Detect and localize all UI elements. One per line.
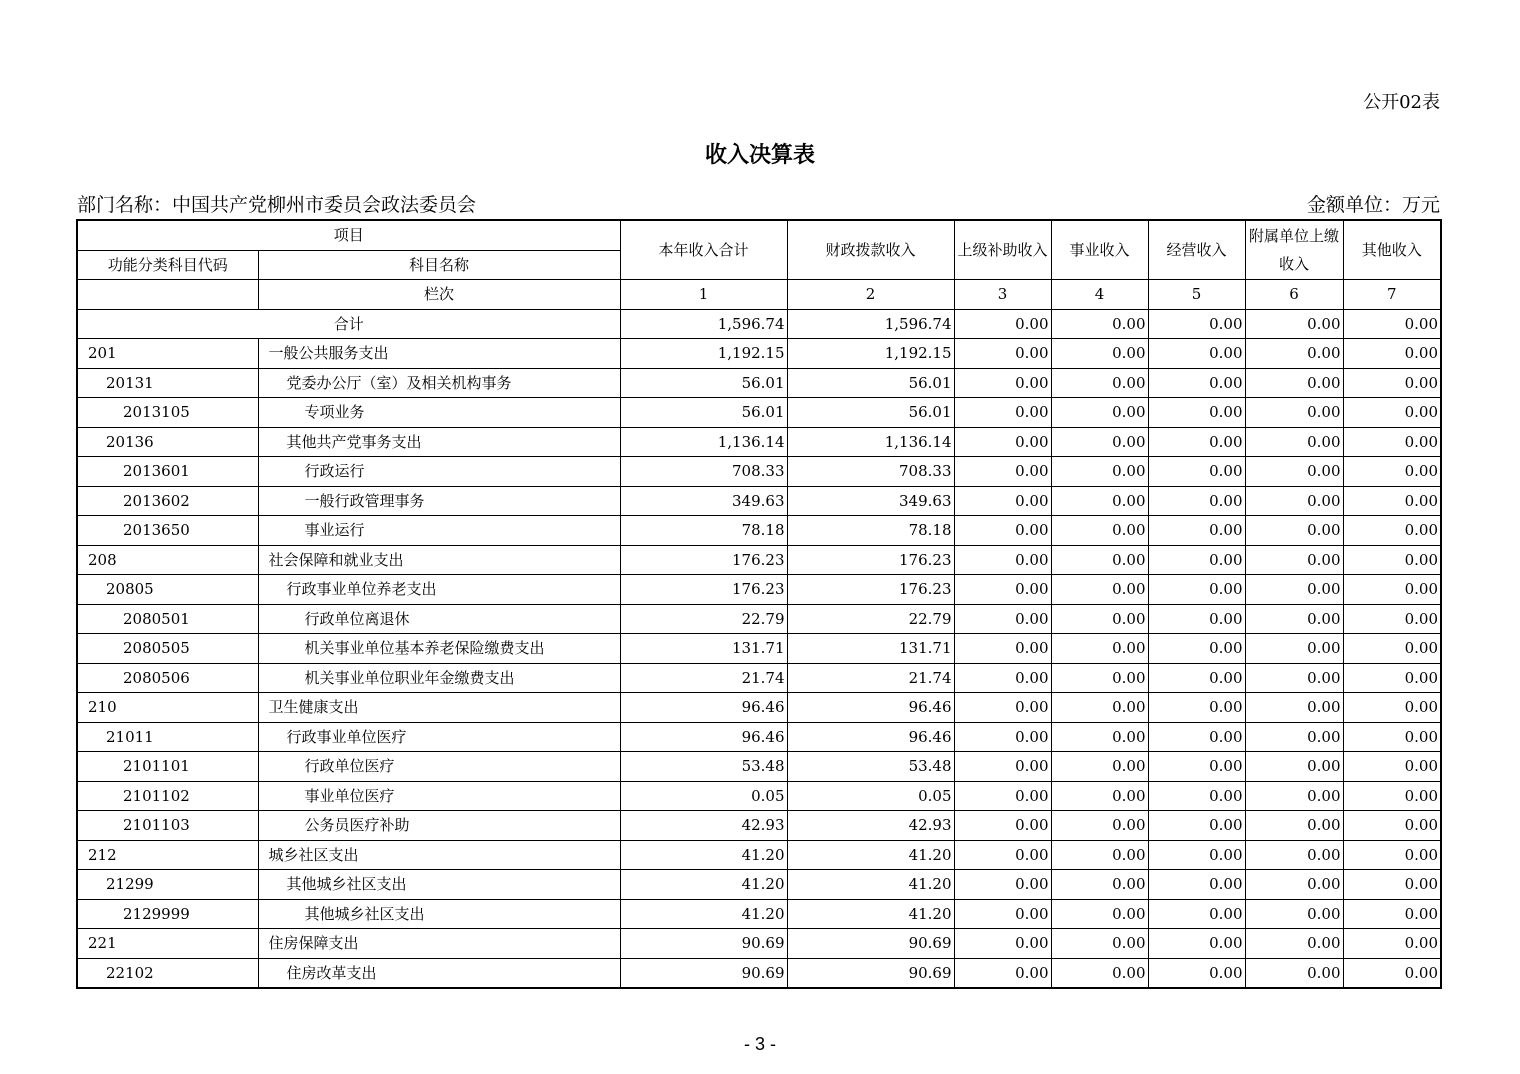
row-name: 行政单位离退休	[258, 604, 620, 634]
row-code: 2013650	[77, 516, 258, 546]
column-number: 2	[787, 280, 954, 310]
row-value: 0.00	[1148, 486, 1245, 516]
row-value: 42.93	[787, 811, 954, 841]
row-value: 42.93	[620, 811, 787, 841]
header-col-2: 财政拨款收入	[787, 220, 954, 280]
row-value: 0.00	[954, 929, 1051, 959]
row-value: 0.00	[954, 575, 1051, 605]
row-value: 96.46	[620, 722, 787, 752]
row-value: 0.00	[1245, 486, 1343, 516]
row-value: 53.48	[620, 752, 787, 782]
row-value: 0.00	[1148, 398, 1245, 428]
row-value: 0.00	[1148, 575, 1245, 605]
row-name: 卫生健康支出	[258, 693, 620, 723]
row-value: 0.00	[954, 486, 1051, 516]
row-value: 90.69	[787, 958, 954, 988]
row-name: 城乡社区支出	[258, 840, 620, 870]
column-number: 6	[1245, 280, 1343, 310]
row-value: 0.00	[1148, 929, 1245, 959]
row-value: 0.00	[1051, 929, 1148, 959]
row-value: 0.00	[1051, 339, 1148, 369]
row-value: 0.00	[1148, 604, 1245, 634]
header-project: 项目	[77, 220, 620, 250]
row-value: 0.00	[1148, 752, 1245, 782]
row-value: 90.69	[787, 929, 954, 959]
table-row	[77, 545, 1441, 575]
row-value: 21.74	[620, 663, 787, 693]
row-value: 0.00	[1148, 427, 1245, 457]
header-blank	[77, 280, 258, 310]
row-value: 0.00	[1343, 752, 1441, 782]
row-value: 0.00	[1051, 427, 1148, 457]
row-code: 21011	[77, 722, 258, 752]
row-name: 其他城乡社区支出	[258, 899, 620, 929]
row-value: 0.00	[1245, 899, 1343, 929]
row-value: 0.00	[1051, 811, 1148, 841]
row-value: 176.23	[787, 545, 954, 575]
row-value: 0.00	[1148, 811, 1245, 841]
row-value: 0.00	[1343, 663, 1441, 693]
table-row	[77, 427, 1441, 457]
row-value: 0.00	[1148, 634, 1245, 664]
row-value: 0.00	[1245, 427, 1343, 457]
row-code: 2101101	[77, 752, 258, 782]
form-number: 公开02表	[1363, 92, 1440, 113]
row-value: 1,192.15	[787, 339, 954, 369]
row-value: 41.20	[787, 899, 954, 929]
row-value: 131.71	[620, 634, 787, 664]
row-value: 0.00	[1245, 398, 1343, 428]
row-value: 0.00	[1245, 722, 1343, 752]
row-code: 22102	[77, 958, 258, 988]
row-value: 0.00	[954, 457, 1051, 487]
table-row	[77, 663, 1441, 693]
row-value: 0.00	[1051, 545, 1148, 575]
row-value: 0.00	[1343, 811, 1441, 841]
row-value: 0.00	[1343, 781, 1441, 811]
row-value: 0.00	[954, 634, 1051, 664]
header-col-4: 事业收入	[1051, 220, 1148, 280]
row-value: 0.00	[1245, 545, 1343, 575]
row-name: 其他共产党事务支出	[258, 427, 620, 457]
row-value: 0.00	[1051, 781, 1148, 811]
row-value: 56.01	[620, 368, 787, 398]
table-body	[77, 339, 1441, 989]
total-value: 1,596.74	[787, 309, 954, 339]
table-row	[77, 929, 1441, 959]
row-code: 201	[77, 339, 258, 369]
row-value: 0.00	[1343, 486, 1441, 516]
row-value: 0.00	[1148, 516, 1245, 546]
row-value: 0.00	[1051, 486, 1148, 516]
table-row	[77, 811, 1441, 841]
row-value: 131.71	[787, 634, 954, 664]
table-row	[77, 781, 1441, 811]
row-value: 0.00	[1051, 899, 1148, 929]
row-code: 2080501	[77, 604, 258, 634]
table-row	[77, 604, 1441, 634]
row-value: 78.18	[787, 516, 954, 546]
row-value: 0.00	[1245, 604, 1343, 634]
row-name: 住房保障支出	[258, 929, 620, 959]
row-code: 20136	[77, 427, 258, 457]
row-value: 0.00	[1051, 840, 1148, 870]
row-value: 0.00	[1051, 516, 1148, 546]
row-value: 0.00	[1245, 634, 1343, 664]
row-value: 0.00	[1343, 545, 1441, 575]
row-value: 0.00	[1148, 870, 1245, 900]
row-value: 0.00	[954, 604, 1051, 634]
row-value: 176.23	[620, 545, 787, 575]
row-value: 0.00	[1051, 870, 1148, 900]
row-value: 96.46	[787, 693, 954, 723]
row-value: 0.00	[1051, 958, 1148, 988]
row-value: 0.00	[1051, 634, 1148, 664]
row-value: 0.00	[1245, 929, 1343, 959]
row-code: 2013105	[77, 398, 258, 428]
row-code: 2013601	[77, 457, 258, 487]
row-value: 349.63	[620, 486, 787, 516]
table-row	[77, 899, 1441, 929]
row-value: 0.00	[1148, 339, 1245, 369]
row-code: 21299	[77, 870, 258, 900]
header-col-5: 经营收入	[1148, 220, 1245, 280]
row-value: 0.00	[954, 545, 1051, 575]
row-name: 行政事业单位养老支出	[258, 575, 620, 605]
row-value: 0.00	[1245, 870, 1343, 900]
row-value: 0.00	[1343, 339, 1441, 369]
row-name: 事业运行	[258, 516, 620, 546]
row-value: 0.00	[1245, 752, 1343, 782]
row-value: 0.00	[1148, 958, 1245, 988]
row-value: 90.69	[620, 929, 787, 959]
header-name: 科目名称	[258, 250, 620, 280]
row-value: 0.00	[1343, 958, 1441, 988]
row-name: 行政事业单位医疗	[258, 722, 620, 752]
row-name: 其他城乡社区支出	[258, 870, 620, 900]
row-code: 20131	[77, 368, 258, 398]
total-value: 0.00	[954, 309, 1051, 339]
total-label: 合计	[77, 309, 620, 339]
row-value: 0.00	[1148, 545, 1245, 575]
table-row	[77, 575, 1441, 605]
row-value: 0.00	[954, 427, 1051, 457]
row-value: 0.00	[1343, 604, 1441, 634]
row-value: 96.46	[620, 693, 787, 723]
column-number: 4	[1051, 280, 1148, 310]
table-row	[77, 752, 1441, 782]
row-value: 0.00	[1245, 516, 1343, 546]
table-row	[77, 722, 1441, 752]
row-value: 22.79	[620, 604, 787, 634]
row-value: 56.01	[620, 398, 787, 428]
row-value: 0.00	[1051, 604, 1148, 634]
row-name: 事业单位医疗	[258, 781, 620, 811]
table-row	[77, 840, 1441, 870]
row-value: 0.00	[1343, 427, 1441, 457]
row-value: 56.01	[787, 398, 954, 428]
row-code: 2101102	[77, 781, 258, 811]
header-column-index-label: 栏次	[258, 280, 620, 310]
row-value: 0.00	[1148, 840, 1245, 870]
department-name: 部门名称：中国共产党柳州市委员会政法委员会	[77, 194, 477, 216]
row-value: 1,136.14	[620, 427, 787, 457]
row-value: 53.48	[787, 752, 954, 782]
row-value: 0.00	[1343, 929, 1441, 959]
row-code: 2013602	[77, 486, 258, 516]
row-value: 0.00	[954, 368, 1051, 398]
row-name: 社会保障和就业支出	[258, 545, 620, 575]
amount-unit: 金额单位：万元	[1306, 194, 1440, 216]
row-value: 21.74	[787, 663, 954, 693]
table-row	[77, 398, 1441, 428]
row-name: 住房改革支出	[258, 958, 620, 988]
row-value: 56.01	[787, 368, 954, 398]
row-value: 0.00	[1148, 781, 1245, 811]
row-value: 349.63	[787, 486, 954, 516]
row-value: 0.00	[1245, 811, 1343, 841]
table-row	[77, 516, 1441, 546]
row-name: 公务员医疗补助	[258, 811, 620, 841]
row-code: 2129999	[77, 899, 258, 929]
header-col-1: 本年收入合计	[620, 220, 787, 280]
row-value: 0.05	[620, 781, 787, 811]
row-value: 0.00	[1343, 722, 1441, 752]
header-code: 功能分类科目代码	[77, 250, 258, 280]
row-value: 0.00	[954, 663, 1051, 693]
row-value: 0.00	[1343, 899, 1441, 929]
row-code: 2080506	[77, 663, 258, 693]
page-title: 收入决算表	[704, 142, 815, 168]
column-number: 3	[954, 280, 1051, 310]
row-value: 0.00	[954, 516, 1051, 546]
row-code: 20805	[77, 575, 258, 605]
row-value: 41.20	[620, 899, 787, 929]
row-value: 0.00	[954, 958, 1051, 988]
row-value: 0.00	[1051, 752, 1148, 782]
table-row	[77, 693, 1441, 723]
row-value: 0.00	[1245, 339, 1343, 369]
row-code: 221	[77, 929, 258, 959]
row-value: 0.00	[1343, 398, 1441, 428]
income-table	[76, 219, 1442, 989]
row-value: 0.00	[954, 722, 1051, 752]
row-name: 一般行政管理事务	[258, 486, 620, 516]
row-value: 0.00	[1148, 899, 1245, 929]
row-value: 0.00	[1343, 368, 1441, 398]
total-row	[77, 309, 1441, 339]
column-number: 5	[1148, 280, 1245, 310]
table-header	[77, 220, 1441, 339]
row-value: 41.20	[787, 840, 954, 870]
row-code: 208	[77, 545, 258, 575]
row-value: 0.00	[1051, 368, 1148, 398]
row-code: 2080505	[77, 634, 258, 664]
row-value: 0.00	[954, 752, 1051, 782]
row-name: 一般公共服务支出	[258, 339, 620, 369]
row-value: 0.00	[1051, 398, 1148, 428]
row-value: 0.00	[954, 870, 1051, 900]
row-value: 0.00	[1051, 457, 1148, 487]
row-value: 176.23	[620, 575, 787, 605]
row-value: 0.00	[1245, 693, 1343, 723]
row-value: 0.00	[1343, 575, 1441, 605]
row-value: 0.00	[1245, 368, 1343, 398]
table-row	[77, 457, 1441, 487]
row-value: 41.20	[620, 870, 787, 900]
row-value: 0.00	[1343, 516, 1441, 546]
row-value: 0.00	[1245, 781, 1343, 811]
table-row	[77, 339, 1441, 369]
header-col-6: 附属单位上缴收入	[1245, 220, 1343, 280]
table-row	[77, 486, 1441, 516]
row-value: 0.00	[1245, 958, 1343, 988]
row-value: 0.00	[1148, 457, 1245, 487]
row-code: 212	[77, 840, 258, 870]
row-value: 0.00	[954, 693, 1051, 723]
total-value: 1,596.74	[620, 309, 787, 339]
row-value: 0.00	[954, 811, 1051, 841]
row-value: 0.00	[1051, 693, 1148, 723]
row-value: 78.18	[620, 516, 787, 546]
total-value: 0.00	[1051, 309, 1148, 339]
table-row	[77, 958, 1441, 988]
column-number: 7	[1343, 280, 1441, 310]
row-code: 2101103	[77, 811, 258, 841]
table-row	[77, 634, 1441, 664]
header-col-7: 其他收入	[1343, 220, 1441, 280]
total-value: 0.00	[1148, 309, 1245, 339]
row-value: 0.00	[1343, 457, 1441, 487]
row-value: 0.00	[954, 899, 1051, 929]
row-value: 0.00	[954, 781, 1051, 811]
table-row	[77, 870, 1441, 900]
row-value: 0.00	[1148, 722, 1245, 752]
row-name: 机关事业单位基本养老保险缴费支出	[258, 634, 620, 664]
row-value: 41.20	[787, 870, 954, 900]
row-code: 210	[77, 693, 258, 723]
row-value: 0.00	[954, 398, 1051, 428]
column-number: 1	[620, 280, 787, 310]
row-name: 行政运行	[258, 457, 620, 487]
row-value: 0.00	[1245, 840, 1343, 870]
row-name: 专项业务	[258, 398, 620, 428]
row-value: 1,136.14	[787, 427, 954, 457]
table-row	[77, 368, 1441, 398]
row-value: 0.00	[1148, 368, 1245, 398]
row-value: 41.20	[620, 840, 787, 870]
row-value: 22.79	[787, 604, 954, 634]
row-value: 0.00	[1245, 575, 1343, 605]
row-value: 0.05	[787, 781, 954, 811]
row-value: 0.00	[1148, 663, 1245, 693]
row-name: 党委办公厅（室）及相关机构事务	[258, 368, 620, 398]
row-value: 0.00	[954, 840, 1051, 870]
row-value: 96.46	[787, 722, 954, 752]
row-value: 0.00	[1343, 634, 1441, 664]
row-value: 708.33	[787, 457, 954, 487]
row-value: 0.00	[1343, 870, 1441, 900]
row-value: 90.69	[620, 958, 787, 988]
total-value: 0.00	[1343, 309, 1441, 339]
row-name: 机关事业单位职业年金缴费支出	[258, 663, 620, 693]
header-col-3: 上级补助收入	[954, 220, 1051, 280]
row-value: 0.00	[1051, 722, 1148, 752]
row-value: 176.23	[787, 575, 954, 605]
row-value: 0.00	[1245, 457, 1343, 487]
row-value: 0.00	[1051, 575, 1148, 605]
row-value: 0.00	[1245, 663, 1343, 693]
row-value: 0.00	[1148, 693, 1245, 723]
row-name: 行政单位医疗	[258, 752, 620, 782]
row-value: 0.00	[1343, 840, 1441, 870]
page-number: - 3 -	[743, 1034, 776, 1054]
row-value: 0.00	[954, 339, 1051, 369]
row-value: 0.00	[1343, 693, 1441, 723]
row-value: 0.00	[1051, 663, 1148, 693]
row-value: 1,192.15	[620, 339, 787, 369]
row-value: 708.33	[620, 457, 787, 487]
total-value: 0.00	[1245, 309, 1343, 339]
